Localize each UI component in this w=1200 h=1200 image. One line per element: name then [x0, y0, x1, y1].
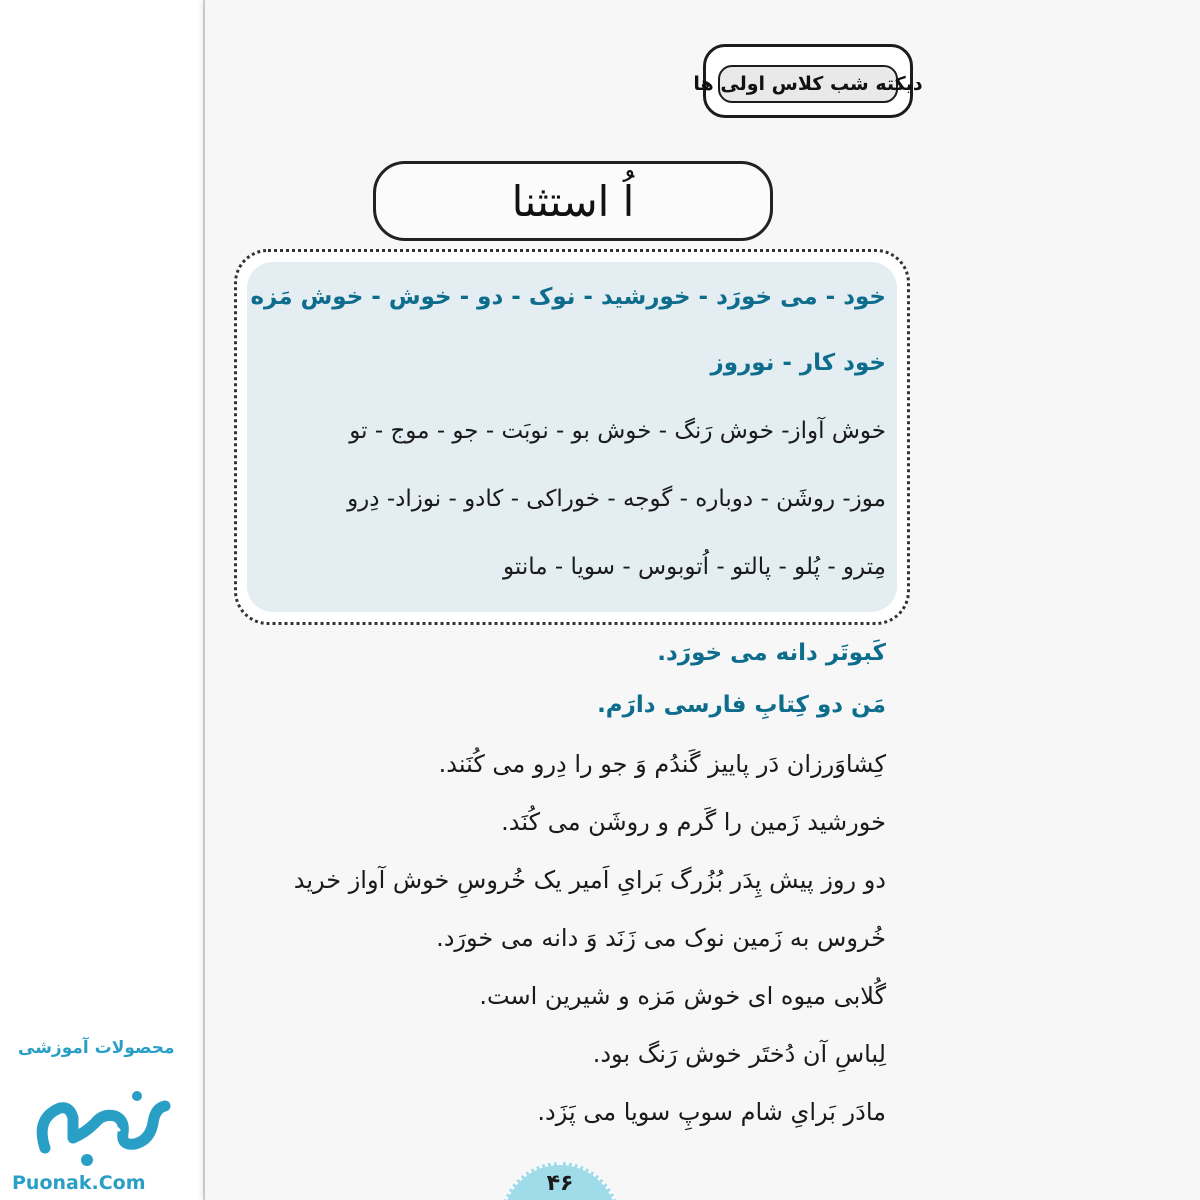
- puonak-logo: [0, 1030, 200, 1200]
- header-tag: [693, 44, 923, 118]
- word-line-1: خود - می خورَد - خورشید - نوک - دو - خوش - خوش مَزه: [250, 284, 886, 310]
- sentence-7: گُلابی میوه ای خوش مَزه و شیرین است.: [479, 982, 886, 1010]
- page-title: اُ استثنا: [511, 176, 635, 226]
- title-box: [373, 161, 773, 241]
- logo-tagline: محصولات آموزشی: [18, 1038, 175, 1058]
- word-line-4: موز- روشَن - دوباره - گوجه - خوراکی - کادو - نوزاد- دِرو: [347, 486, 886, 512]
- sentence-2: مَن دو کِتابِ فارسی دارَم.: [597, 692, 886, 718]
- word-line-2: خود کار - نوروز: [710, 350, 886, 376]
- sentence-9: مادَر بَرایِ شام سوپِ سویا می پَزَد.: [537, 1098, 886, 1126]
- puonak-logo-icon: [25, 1078, 175, 1168]
- header-tag-inner: [693, 65, 923, 103]
- header-tag-text: دیکته شب کلاس اولی ها: [693, 73, 923, 95]
- sentence-1: کَبوتَر دانه می خورَد.: [657, 640, 886, 666]
- logo-url: Puonak.Com: [12, 1172, 146, 1194]
- word-line-3: خوش آواز- خوش رَنگ - خوش بو - نوبَت - جو - موج - تو: [349, 418, 886, 444]
- sentence-3: کِشاوَرزان دَر پاییز گَندُم وَ جو را دِرو می کُنَند.: [438, 750, 886, 778]
- word-line-5: مِترو - پُلو - پالتو - اُتوبوس - سویا - مانتو: [503, 554, 886, 580]
- sentence-4: خورشید زَمین را گَرم و روشَن می کُنَد.: [501, 808, 886, 836]
- sentence-8: لِباسِ آن دُختَر خوش رَنگ بود.: [592, 1040, 886, 1068]
- sentence-6: خُروس به زَمین نوک می زَنَد وَ دانه می خورَد.: [436, 924, 886, 952]
- page-number: ۴۶: [546, 1171, 574, 1196]
- sentence-5: دو روز پیش پِدَر بُزُرگ بَرایِ اَمیر یک خُروسِ خوش آواز خرید: [293, 866, 886, 894]
